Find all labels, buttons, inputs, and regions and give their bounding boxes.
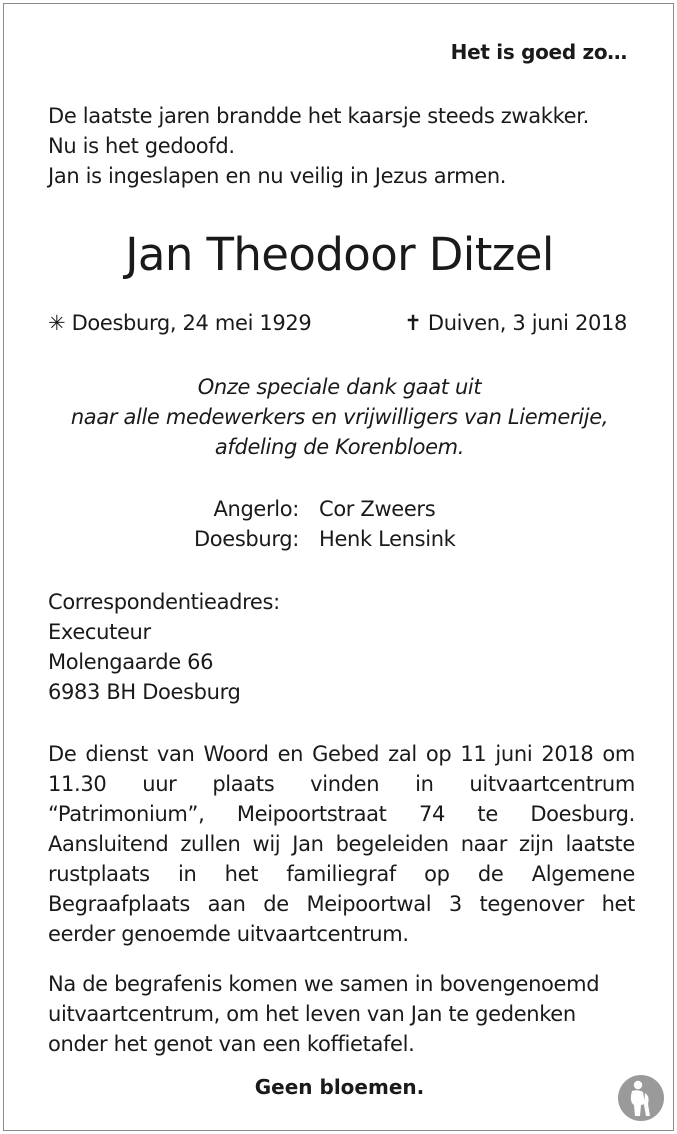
address-line: 6983 BH Doesburg	[48, 680, 241, 704]
thanks-line: afdeling de Korenbloem.	[214, 435, 465, 459]
survivor-place: Doesburg:	[193, 527, 299, 551]
intro-line: Nu is het gedoofd.	[48, 134, 235, 158]
service-paragraph: De dienst van Woord en Gebed zal op 11 juni 2018 om 11.30 uur plaats vinden in uitvaartcentrum “Patrimonium”, Meipoortstraat 74 te Doesburg. Aansluitend zullen wij Jan begeleiden naar zijn laatste rustplaats in het familiegraf op de Algemene Begraafplaats aan de Meipoortwal 3 tegenover het eerder genoemde uitvaartcentrum.	[48, 742, 635, 946]
survivor-names	[319, 494, 455, 554]
mourning-figure-icon	[617, 1074, 665, 1122]
intro-line: De laatste jaren brandde het kaarsje steeds zwakker.	[48, 104, 589, 128]
correspondence-address	[48, 587, 280, 707]
thanks-line: naar alle medewerkers en vrijwilligers van Liemerije,	[70, 405, 609, 429]
deceased-name: Jan Theodoor Ditzel	[125, 228, 554, 281]
survivor-name: Henk Lensink	[319, 527, 456, 551]
address-line: Correspondentieadres:	[48, 590, 280, 614]
address-line: Molengaarde 66	[48, 650, 214, 674]
obituary-card	[3, 3, 674, 1131]
motto: Het is goed zo…	[450, 40, 627, 64]
closing-note: Geen bloemen.	[254, 1075, 425, 1099]
survivor-name: Cor Zweers	[319, 497, 436, 521]
address-line: Executeur	[48, 620, 151, 644]
thanks-text	[4, 372, 675, 462]
intro-line: Jan is ingeslapen en nu veilig in Jezus armen.	[48, 164, 507, 188]
thanks-line: Onze speciale dank gaat uit	[197, 375, 482, 399]
birth-text: Doesburg, 24 mei 1929	[71, 311, 312, 335]
birth-star-icon: ✳	[48, 311, 66, 335]
birth-info	[48, 308, 311, 338]
death-text: Duiven, 3 juni 2018	[427, 311, 627, 335]
death-cross-icon: ✝	[404, 311, 422, 335]
intro-text	[48, 101, 589, 191]
reception-paragraph: Na de begrafenis komen we samen in bovengenoemd uitvaartcentrum, om het leven van Jan te gedenken onder het genot van een koffietafel.	[48, 972, 600, 1056]
survivor-place: Angerlo:	[213, 497, 299, 521]
survivor-places	[194, 494, 299, 554]
death-info	[404, 308, 627, 338]
